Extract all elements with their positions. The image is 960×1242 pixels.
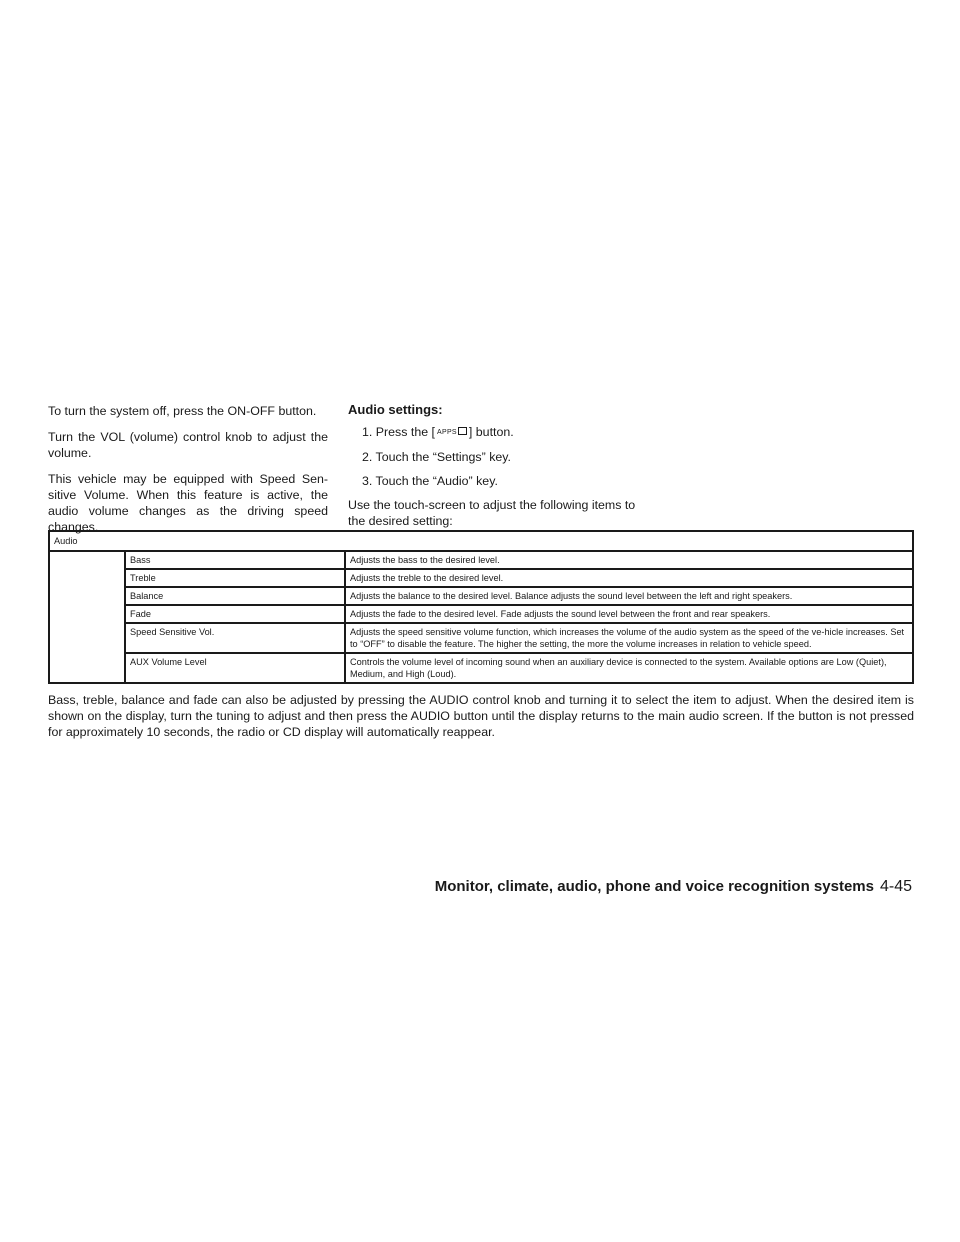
step-2: 2. Touch the “Settings” key. xyxy=(362,450,511,464)
table-intro: Use the touch-screen to adjust the following items to the desired setting: xyxy=(348,498,636,528)
table-desc: Adjusts the treble to the desired level. xyxy=(345,569,913,587)
table-desc: Controls the volume level of incoming sound when an auxiliary device is connected to the system. Available options are Low (Quiet), Medium, and High (Loud). xyxy=(345,653,913,683)
off-instruction: To turn the system off, press the ON-OFF button. xyxy=(48,404,317,418)
left-column xyxy=(48,403,328,545)
table-item: Bass xyxy=(125,551,345,569)
table-item: Treble xyxy=(125,569,345,587)
audio-settings-heading: Audio settings: xyxy=(348,402,443,417)
adjustment-paragraph: Bass, treble, balance and fade can also be adjusted by pressing the AUDIO control knob and turning it to select the item to adjust. When the desired item is shown on the display, turn the tuning to adjust and then press the AUDIO button until the display returns to the main audio screen. If the button is not pressed for approximately 10 seconds, the radio or CD display will automatically reappear. xyxy=(48,693,914,739)
table-row xyxy=(49,653,913,683)
section-title: Monitor, climate, audio, phone and voice recognition systems xyxy=(434,878,874,895)
page-number: 4-45 xyxy=(879,878,912,895)
speed-sensitive-volume-note: This vehicle may be equipped with Speed Sen-sitive Volume. When this feature is active, the audio volume changes as the driving speed changes. xyxy=(48,472,328,534)
table-desc: Adjusts the bass to the desired level. xyxy=(345,551,913,569)
table-header-row xyxy=(49,531,913,551)
table-item: AUX Volume Level xyxy=(125,653,345,683)
table-row xyxy=(49,569,913,587)
right-column xyxy=(348,402,638,529)
table-item: Balance xyxy=(125,587,345,605)
table-desc: Adjusts the speed sensitive volume function, which increases the volume of the audio system as the speed of the ve-hicle increases. Set to “OFF” to disable the feature. The higher the setting, the more the volume increases in relation to vehicle speed. xyxy=(345,623,913,653)
steps-list xyxy=(348,424,638,489)
page-footer xyxy=(435,878,912,896)
table-row xyxy=(49,551,913,569)
table-item: Speed Sensitive Vol. xyxy=(125,623,345,653)
apps-button-icon: APPS xyxy=(435,425,469,441)
table-row xyxy=(49,623,913,653)
table-header: Audio xyxy=(49,531,913,551)
table-row xyxy=(49,605,913,623)
step-3: 3. Touch the “Audio” key. xyxy=(362,474,498,488)
table-desc: Adjusts the balance to the desired level. Balance adjusts the sound level between the left and right speakers. xyxy=(345,587,913,605)
table-row xyxy=(49,587,913,605)
table-desc: Adjusts the fade to the desired level. Fade adjusts the sound level between the front and rear speakers. xyxy=(345,605,913,623)
table-item: Fade xyxy=(125,605,345,623)
audio-settings-table xyxy=(48,530,914,684)
step-1: 1. Press the [ APPS ] button. xyxy=(362,425,514,439)
volume-instruction: Turn the VOL (volume) control knob to adjust the volume. xyxy=(48,430,328,460)
